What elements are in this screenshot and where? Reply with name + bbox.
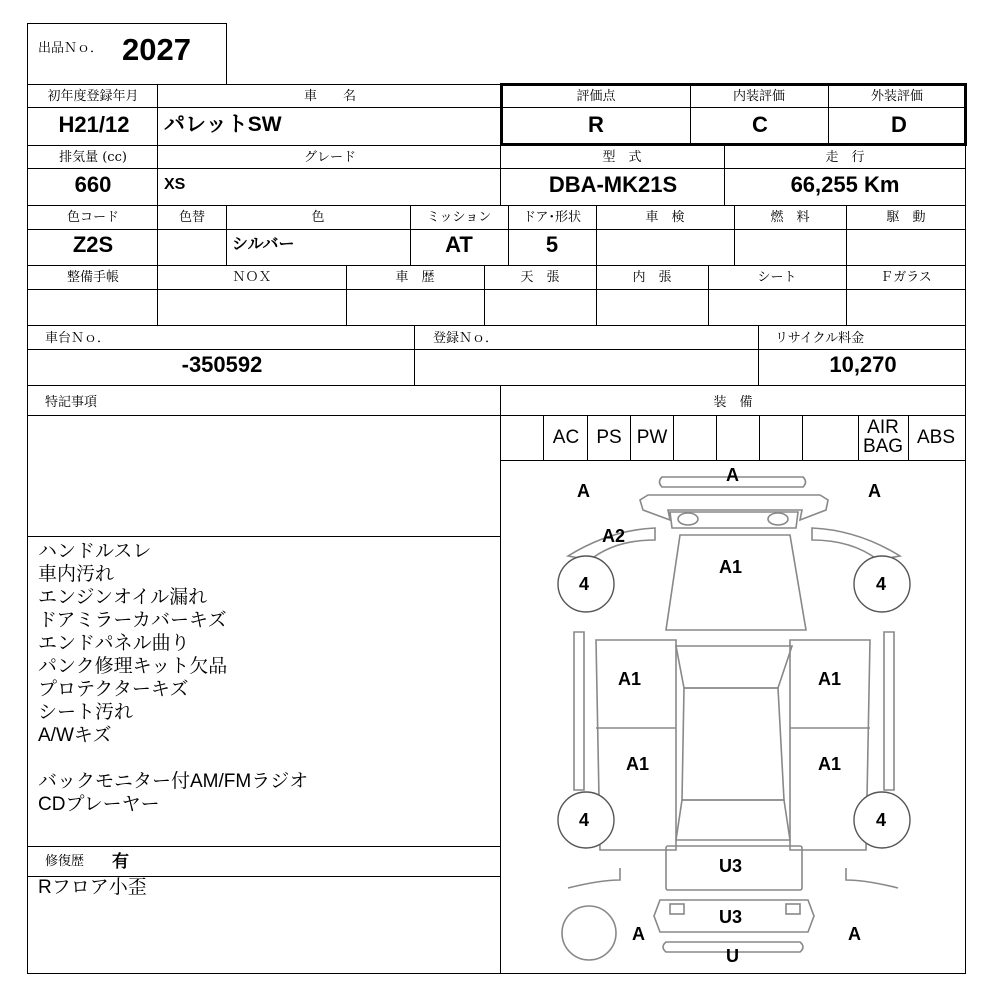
chassis-value: -350592 bbox=[181, 352, 263, 377]
damage-front-door-left: A1 bbox=[618, 669, 642, 689]
damage-front-bumper: A bbox=[726, 465, 739, 485]
damage-wheel-rr: 4 bbox=[876, 810, 887, 830]
recycle-value: 10,270 bbox=[829, 352, 897, 377]
equipment-abs: ABS bbox=[916, 427, 956, 448]
door-value: 5 bbox=[545, 232, 559, 257]
interior-lining-label: 内 張 bbox=[632, 270, 672, 285]
damage-front-door-right: A1 bbox=[818, 669, 842, 689]
note-line: A/Wキズ bbox=[38, 725, 112, 746]
car-name-value: パレットSW bbox=[164, 113, 282, 136]
damage-rear-left: A bbox=[632, 924, 645, 944]
displacement-label: 排気量 (cc) bbox=[59, 150, 127, 165]
recycle-label: リサイクル料金 bbox=[775, 331, 865, 346]
history-label: 車 歴 bbox=[395, 270, 435, 285]
damage-rear-door-right: A1 bbox=[818, 754, 842, 774]
note-line: バックモニター付AM/FMラジオ bbox=[38, 771, 309, 792]
repair-note: Rフロア小歪 bbox=[38, 877, 147, 898]
transmission-value: AT bbox=[445, 232, 473, 257]
maintenance-label: 整備手帳 bbox=[66, 270, 120, 285]
lot-number-label: 出品Ｎｏ． bbox=[38, 41, 104, 56]
note-line: プロテクターキズ bbox=[38, 679, 189, 700]
interior-value: C bbox=[752, 112, 768, 137]
spare-tire-shape bbox=[562, 906, 616, 960]
first-reg-label: 初年度登録年月 bbox=[47, 89, 139, 104]
color-value: シルバー bbox=[232, 236, 295, 253]
damage-front-right: A bbox=[868, 481, 881, 501]
score-value: R bbox=[588, 112, 604, 137]
mileage-value: 66,255 Km bbox=[790, 172, 900, 197]
note-line: ハンドルスレ bbox=[38, 541, 152, 562]
door-label: ドア･形状 bbox=[522, 210, 582, 225]
damage-rear-bumper: U bbox=[726, 946, 739, 966]
damage-tailgate: U3 bbox=[719, 907, 743, 927]
equipment-airbag: AIR BAG bbox=[862, 417, 904, 457]
nox-label: ＮＯＸ bbox=[232, 270, 272, 285]
damage-wheel-fr: 4 bbox=[876, 574, 887, 594]
grade-label: グレード bbox=[303, 150, 357, 165]
repair-history-value: 有 bbox=[112, 852, 129, 871]
equipment-ac: AC bbox=[552, 427, 580, 448]
damage-wheel-rl: 4 bbox=[579, 810, 590, 830]
f-glass-label: Ｆガラス bbox=[880, 270, 932, 285]
special-notes-label: 特記事項 bbox=[45, 395, 98, 410]
note-line: パンク修理キット欠品 bbox=[38, 656, 228, 677]
grade-value: XS bbox=[164, 176, 186, 193]
note-line: エンジンオイル漏れ bbox=[38, 587, 208, 608]
windshield-shape bbox=[666, 535, 806, 630]
fuel-label: 燃 料 bbox=[770, 210, 810, 225]
damage-rear-window: U3 bbox=[719, 856, 743, 876]
color-code-value: Z2S bbox=[72, 232, 114, 257]
color-label: 色 bbox=[311, 210, 325, 225]
registration-label: 登録Ｎｏ． bbox=[433, 331, 499, 346]
note-line: ドアミラーカバーキズ bbox=[38, 610, 227, 631]
note-line: CDプレーヤー bbox=[38, 794, 160, 815]
repair-history-label: 修復歴 bbox=[45, 854, 85, 869]
equipment-label: 装 備 bbox=[713, 395, 753, 410]
transmission-label: ミッション bbox=[426, 210, 492, 225]
drive-label: 駆 動 bbox=[886, 210, 926, 225]
roof-label: 天 張 bbox=[520, 270, 560, 285]
damage-rear-door-left: A1 bbox=[626, 754, 650, 774]
mileage-label: 走 行 bbox=[825, 150, 865, 165]
displacement-value: 660 bbox=[74, 172, 112, 197]
note-line: 車内汚れ bbox=[38, 564, 115, 585]
seat-label: シート bbox=[757, 270, 797, 285]
interior-label: 内装評価 bbox=[732, 89, 786, 104]
damage-front-left: A bbox=[577, 481, 590, 501]
first-reg-value: H21/12 bbox=[58, 112, 130, 137]
note-line: エンドパネル曲り bbox=[38, 633, 190, 654]
model-value: DBA-MK21S bbox=[548, 172, 678, 197]
equipment-ps: PS bbox=[596, 427, 622, 448]
color-code-label: 色コード bbox=[66, 210, 120, 225]
damage-rear-right: A bbox=[848, 924, 861, 944]
model-label: 型 式 bbox=[602, 150, 642, 165]
repaint-label: 色替 bbox=[178, 210, 206, 225]
damage-hood: A1 bbox=[719, 557, 743, 577]
damage-windshield: A2 bbox=[602, 526, 626, 546]
exterior-label: 外装評価 bbox=[870, 89, 924, 104]
equipment-pw: PW bbox=[636, 427, 668, 448]
damage-wheel-fl: 4 bbox=[579, 574, 590, 594]
lot-number: 2027 bbox=[122, 32, 191, 67]
note-line: シート汚れ bbox=[38, 702, 134, 723]
car-name-label: 車 名 bbox=[303, 89, 357, 104]
score-label: 評価点 bbox=[576, 89, 616, 104]
inspection-label: 車 検 bbox=[645, 210, 685, 225]
exterior-value: D bbox=[891, 112, 907, 137]
chassis-label: 車台Ｎｏ． bbox=[45, 331, 111, 346]
